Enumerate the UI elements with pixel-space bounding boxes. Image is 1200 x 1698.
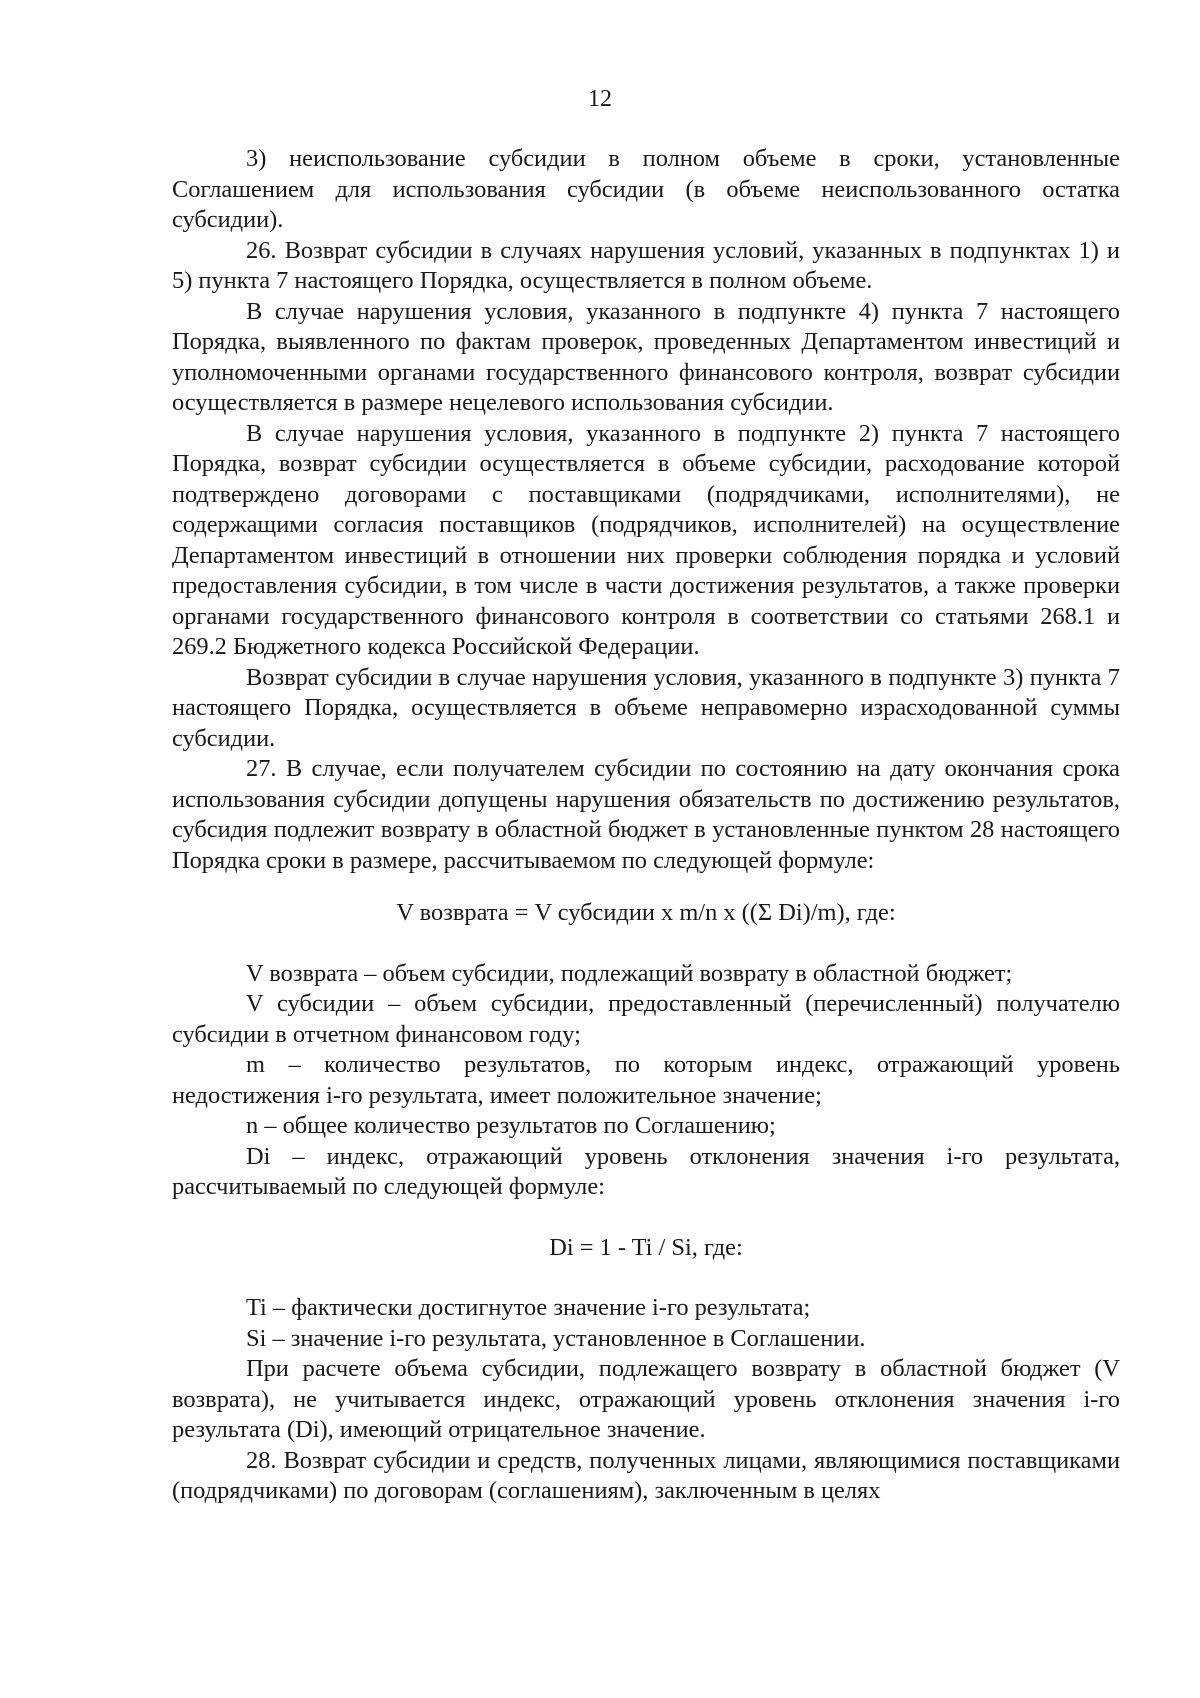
paragraph-subitem-3: 3) неиспользование субсидии в полном объеме в сроки, установленные Соглашением для использования субсидии (в объеме неиспользованного остатка субсидии). <box>172 145 1120 233</box>
formula-return-volume: V возврата = V субсидии х m/n х ((Σ Di)/m), где: <box>396 899 896 926</box>
paragraph-clause-27: 27. В случае, если получателем субсидии по состоянию на дату окончания срока использования субсидии допущены нарушения обязательств по достижению результатов, субсидия подлежит возврату в областной бюджет в установленные пунктом 28 настоящего Порядка сроки в размере, рассчитываемом по следующей формуле: <box>172 755 1120 874</box>
paragraph-condition-2: В случае нарушения условия, указанного в подпункте 2) пункта 7 настоящего Порядка, возврат субсидии осуществляется в объеме субсидии, расходование которой подтверждено договорами с поставщиками (подрядчиками, исполнителями), не содержащими согласия поставщиков (подрядчиков, исполнителей) на осуществление Департаментом инвестиций в отношении них проверки соблюдения порядка и условий предоставления субсидии, в том числе в части достижения результатов, а также проверки органами государственного финансового контроля в соответствии со статьями 268.1 и 269.2 Бюджетного кодекса Российской Федерации. <box>172 419 1120 660</box>
document-body <box>172 144 1120 1507</box>
paragraph-condition-3: Возврат субсидии в случае нарушения условия, указанного в подпункте 3) пункта 7 настоящего Порядка, осуществляется в объеме неправомерно израсходованной суммы субсидии. <box>172 663 1120 752</box>
definition-m: m – количество результатов, по которым индекс, отражающий уровень недостижения i-го результата, имеет положительное значение; <box>172 1051 1120 1109</box>
paragraph-negative-index: При расчете объема субсидии, подлежащего возврату в областной бюджет (V возврата), не учитывается индекс, отражающий уровень отклонения значения i-го результата (Di), имеющий отрицательное значение. <box>172 1355 1120 1443</box>
definition-n: n – общее количество результатов по Соглашению; <box>246 1112 776 1139</box>
definition-di: Di – индекс, отражающий уровень отклонения значения i-го результата, рассчитываемый по следующей формуле: <box>172 1142 1120 1200</box>
definition-v-return: V возврата – объем субсидии, подлежащий возврату в областной бюджет; <box>246 959 1013 987</box>
paragraph-clause-26: 26. Возврат субсидии в случаях нарушения условий, указанных в подпунктах 1) и 5) пункта 7 настоящего Порядка, осуществляется в полном объеме. <box>172 236 1120 294</box>
page-number: 12 <box>588 86 612 112</box>
formula-di: Di = 1 - Ti / Si, где: <box>549 1233 743 1261</box>
definition-si: Si – значение i-го результата, установленное в Соглашении. <box>246 1324 866 1352</box>
definition-ti: Ti – фактически достигнутое значение i-го результата; <box>246 1294 811 1321</box>
paragraph-clause-28: 28. Возврат субсидии и средств, полученных лицами, являющимися поставщиками (подрядчиками) по договорам (соглашениям), заключенным в целях <box>172 1446 1120 1504</box>
paragraph-condition-4: В случае нарушения условия, указанного в подпункте 4) пункта 7 настоящего Порядка, выявленного по фактам проверок, проведенных Департаментом инвестиций и уполномоченными органами государственного финансового контроля, возврат субсидии осуществляется в размере нецелевого использования субсидии. <box>172 297 1120 416</box>
definition-v-subsidy: V субсидии – объем субсидии, предоставленный (перечисленный) получателю субсидии в отчетном финансовом году; <box>172 990 1120 1048</box>
